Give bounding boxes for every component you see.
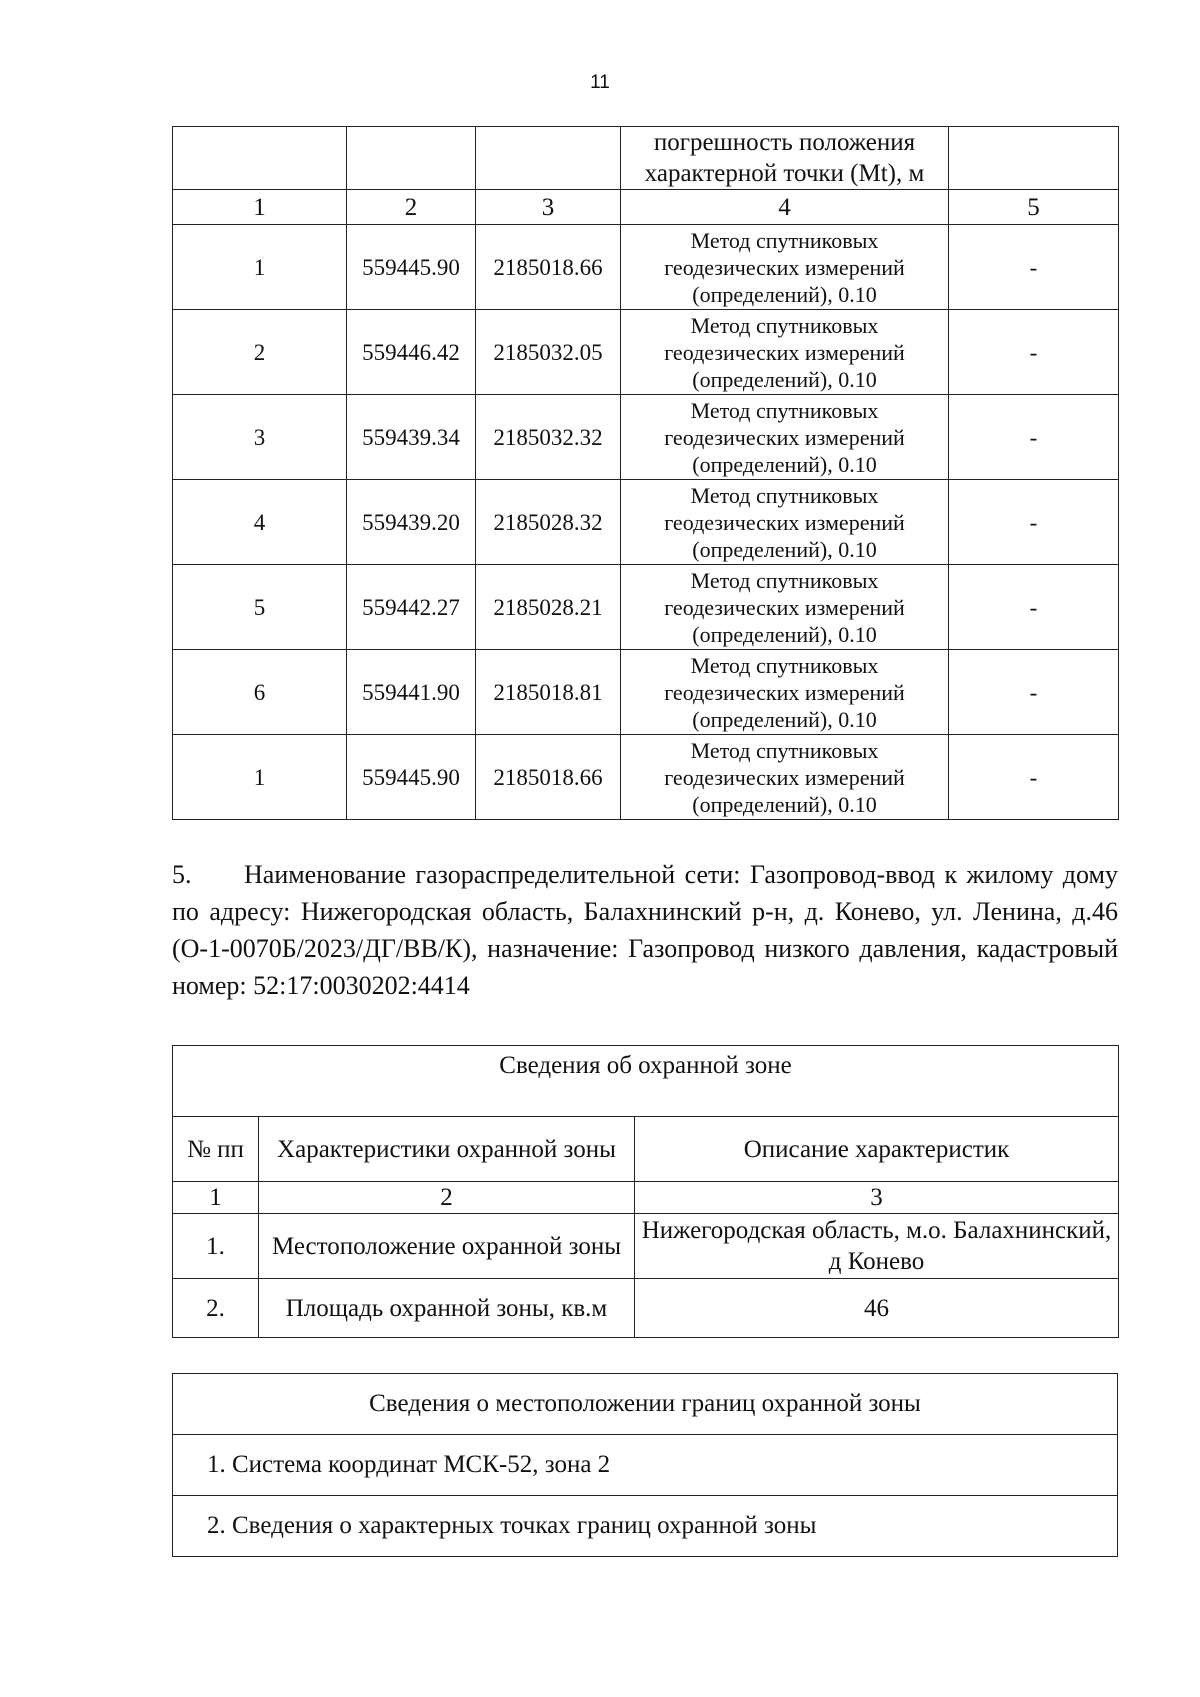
zone-header-description: Описание характеристик — [635, 1117, 1119, 1182]
method-line: Метод спутниковых — [690, 652, 879, 678]
method-line: Метод спутниковых — [690, 312, 879, 338]
boundary-table-title: Сведения о местоположении границ охранной зоны — [173, 1374, 1118, 1435]
method-line: Метод спутниковых — [690, 737, 879, 763]
column-number: 4 — [621, 190, 949, 225]
method-cell — [621, 735, 949, 820]
point-number: 6 — [173, 650, 347, 735]
section-number: 5. — [172, 860, 192, 889]
header-cell — [949, 127, 1119, 190]
method-cell — [621, 225, 949, 310]
point-number: 1 — [173, 225, 347, 310]
method-cell — [621, 650, 949, 735]
method-line: (определений), 0.10 — [692, 451, 877, 477]
method-line: (определений), 0.10 — [692, 706, 877, 732]
method-line: геодезических измерений — [664, 764, 905, 790]
zone-row-description: 46 — [635, 1279, 1119, 1338]
y-coordinate: 2185018.81 — [476, 650, 621, 735]
column-number: 2 — [347, 190, 476, 225]
method-line: Метод спутниковых — [690, 397, 879, 423]
note-cell: - — [949, 735, 1119, 820]
method-line: (определений), 0.10 — [692, 536, 877, 562]
header-cell — [347, 127, 476, 190]
zone-column-number-row — [173, 1182, 1119, 1214]
page-number: 11 — [590, 72, 610, 93]
column-number: 3 — [476, 190, 621, 225]
note-cell: - — [949, 565, 1119, 650]
method-line: геодезических измерений — [664, 509, 905, 535]
boundary-table-title-row — [173, 1374, 1118, 1435]
y-coordinate: 2185018.66 — [476, 225, 621, 310]
header-cell — [173, 127, 347, 190]
protection-zone-table — [172, 1045, 1119, 1338]
zone-row-area — [173, 1279, 1119, 1338]
boundary-item-row — [173, 1435, 1118, 1496]
column-number: 2 — [259, 1182, 635, 1214]
method-line: (определений), 0.10 — [692, 791, 877, 817]
note-cell: - — [949, 225, 1119, 310]
y-coordinate: 2185028.21 — [476, 565, 621, 650]
y-coordinate: 2185018.66 — [476, 735, 621, 820]
column-number-row — [173, 190, 1119, 225]
note-cell: - — [949, 395, 1119, 480]
y-coordinate: 2185028.32 — [476, 480, 621, 565]
method-cell — [621, 480, 949, 565]
column-number: 1 — [173, 190, 347, 225]
y-coordinate: 2185032.05 — [476, 310, 621, 395]
zone-row-description: Нижегородская область, м.о. Балахнинский, д Конево — [635, 1214, 1119, 1279]
x-coordinate: 559442.27 — [347, 565, 476, 650]
method-line: (определений), 0.10 — [692, 281, 877, 307]
zone-header-number: № пп — [173, 1117, 259, 1182]
coordinate-row — [173, 225, 1119, 310]
zone-row-number: 2. — [173, 1279, 259, 1338]
note-cell: - — [949, 310, 1119, 395]
method-line: геодезических измерений — [664, 424, 905, 450]
method-cell — [621, 310, 949, 395]
coordinate-row — [173, 395, 1119, 480]
note-cell: - — [949, 480, 1119, 565]
y-coordinate: 2185032.32 — [476, 395, 621, 480]
x-coordinate: 559445.90 — [347, 735, 476, 820]
zone-row-characteristic: Местоположение охранной зоны — [259, 1214, 635, 1279]
header-cell-accuracy: погрешность положения характерной точки (Mt), м — [621, 127, 949, 190]
method-line: (определений), 0.10 — [692, 621, 877, 647]
point-number: 3 — [173, 395, 347, 480]
column-number: 5 — [949, 190, 1119, 225]
method-cell — [621, 395, 949, 480]
section-text: Наименование газораспределительной сети: Газопровод-ввод к жилому дому по адресу: Нижегородская область, Балахнинский р-н, д. Конево, ул. Ленина, д.46 (О-1-0070Б/2023/ДГ/ВВ/К), назначение: Газопровод низкого давления, кадастровый номер: 52:17:0030202:4414 — [172, 860, 1118, 1000]
characteristic-points-item: 2. Сведения о характерных точках границ охранной зоны — [173, 1496, 1118, 1557]
coordinate-row — [173, 735, 1119, 820]
boundary-item-row — [173, 1496, 1118, 1557]
method-line: геодезических измерений — [664, 594, 905, 620]
zone-header-characteristic: Характеристики охранной зоны — [259, 1117, 635, 1182]
note-cell: - — [949, 650, 1119, 735]
boundary-location-table — [172, 1373, 1118, 1557]
point-number: 1 — [173, 735, 347, 820]
method-line: геодезических измерений — [664, 339, 905, 365]
method-line: Метод спутниковых — [690, 567, 879, 593]
zone-row-location — [173, 1214, 1119, 1279]
section-paragraph — [172, 856, 1118, 1004]
column-number: 3 — [635, 1182, 1119, 1214]
coordinate-row — [173, 480, 1119, 565]
coordinates-table — [172, 126, 1119, 820]
x-coordinate: 559439.20 — [347, 480, 476, 565]
method-line: Метод спутниковых — [690, 482, 879, 508]
coordinates-header-row — [173, 127, 1119, 190]
method-line: (определений), 0.10 — [692, 366, 877, 392]
x-coordinate: 559446.42 — [347, 310, 476, 395]
coordinate-row — [173, 650, 1119, 735]
zone-row-number: 1. — [173, 1214, 259, 1279]
zone-table-title-row — [173, 1046, 1119, 1117]
point-number: 5 — [173, 565, 347, 650]
coordinate-row — [173, 565, 1119, 650]
point-number: 2 — [173, 310, 347, 395]
zone-row-characteristic: Площадь охранной зоны, кв.м — [259, 1279, 635, 1338]
method-line: геодезических измерений — [664, 679, 905, 705]
zone-table-title: Сведения об охранной зоне — [173, 1046, 1119, 1117]
method-cell — [621, 565, 949, 650]
coordinate-system-item: 1. Система координат МСК-52, зона 2 — [173, 1435, 1118, 1496]
point-number: 4 — [173, 480, 347, 565]
method-line: геодезических измерений — [664, 254, 905, 280]
x-coordinate: 559445.90 — [347, 225, 476, 310]
x-coordinate: 559441.90 — [347, 650, 476, 735]
column-number: 1 — [173, 1182, 259, 1214]
header-cell — [476, 127, 621, 190]
zone-table-header-row — [173, 1117, 1119, 1182]
x-coordinate: 559439.34 — [347, 395, 476, 480]
coordinate-row — [173, 310, 1119, 395]
method-line: Метод спутниковых — [690, 227, 879, 253]
